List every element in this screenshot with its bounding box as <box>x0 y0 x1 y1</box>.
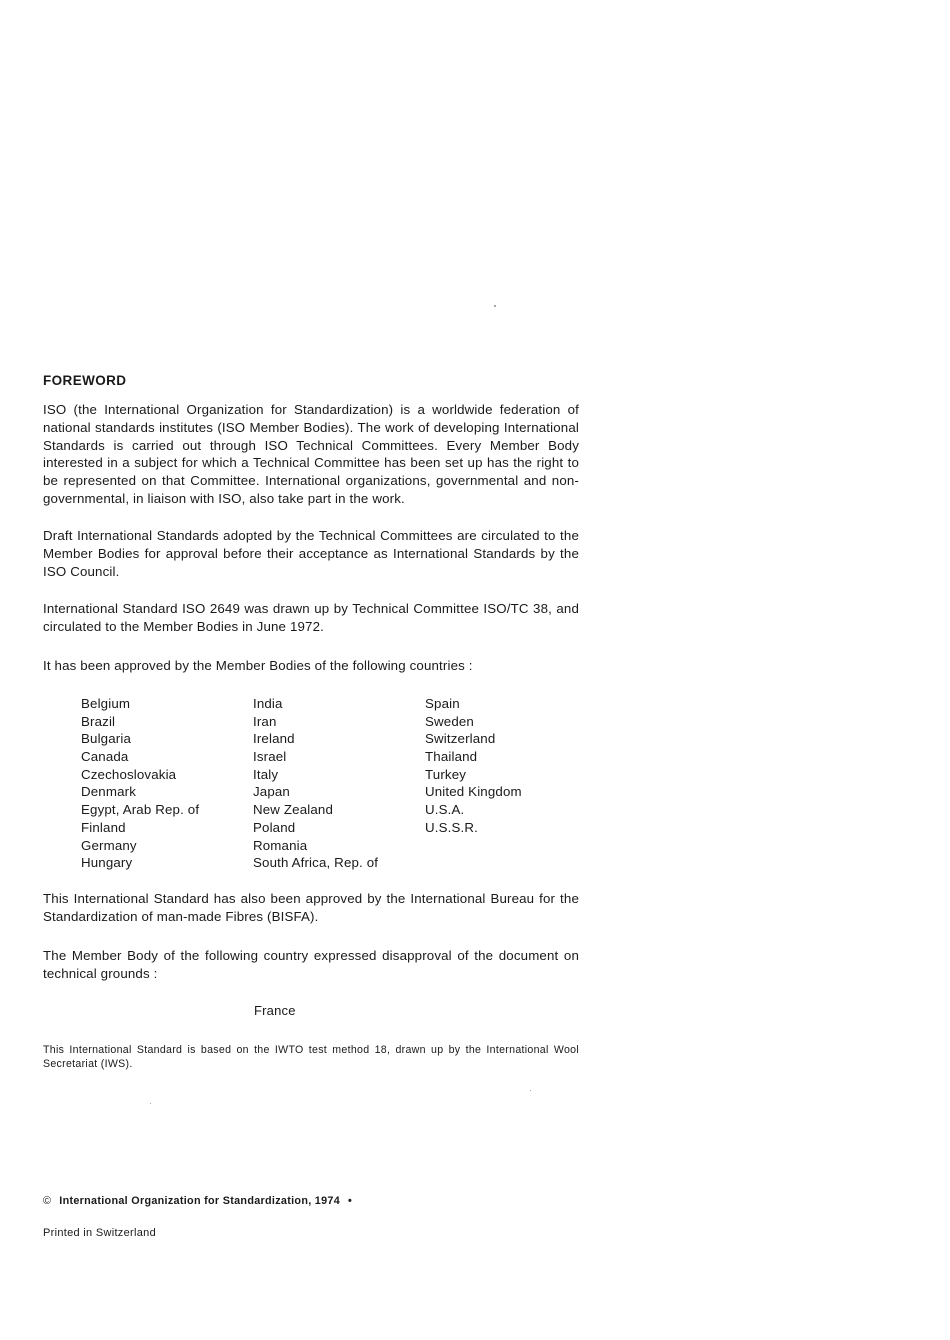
country-item: Poland <box>253 819 296 835</box>
foreword-paragraph-standard: International Standard ISO 2649 was drawn up by Technical Committee ISO/TC 38, and circulated to the Member Bodies in June 1972. <box>43 601 579 634</box>
country-item: Turkey <box>425 766 467 782</box>
country-item: South Africa, Rep. of <box>253 855 379 871</box>
country-item: Czechoslovakia <box>81 766 177 782</box>
countries-column-3 <box>425 695 522 837</box>
copyright-text: International Organization for Standardization, 1974 <box>59 1195 341 1207</box>
country-item: Egypt, Arab Rep. of <box>81 802 200 818</box>
foreword-paragraph-iso: ISO (the International Organization for Standardization) is a worldwide federation of national standards institutes (ISO Member Bodies). The work of developing International Standards is carried out through ISO Technical Committees. Every Member Body interested in a subject for which a Technical Committee has been set up has the right to be represented on that Committee. International organizations, governmental and non-governmental, in liaison with ISO, also take part in the work. <box>43 402 579 506</box>
country-item: U.S.S.R. <box>425 819 478 835</box>
country-item: Denmark <box>81 784 136 800</box>
country-item: Brazil <box>81 713 116 729</box>
country-item: Japan <box>253 784 290 800</box>
country-item: Finland <box>81 819 126 835</box>
country-item: Israel <box>253 749 287 765</box>
country-item: Iran <box>253 713 277 729</box>
country-item: Bulgaria <box>81 731 131 747</box>
scan-speck <box>494 305 496 307</box>
country-item: U.S.A. <box>425 802 465 818</box>
printed-in: Printed in Switzerland <box>43 1227 156 1239</box>
country-item: Sweden <box>425 713 474 729</box>
country-item: Thailand <box>425 749 478 765</box>
country-item: New Zealand <box>253 802 333 818</box>
foreword-paragraph-disapproval: The Member Body of the following country expressed disapproval of the document on technical grounds : <box>43 948 579 981</box>
scan-speck <box>150 1103 151 1104</box>
country-item: Hungary <box>81 855 133 871</box>
country-item: Germany <box>81 837 137 853</box>
foreword-heading: FOREWORD <box>43 373 127 388</box>
scan-speck <box>530 1090 531 1091</box>
country-item: India <box>253 696 283 711</box>
copyright-symbol: © <box>43 1195 52 1207</box>
bullet-mark: • <box>348 1195 353 1207</box>
country-item: Italy <box>253 766 279 782</box>
country-item: Canada <box>81 749 129 765</box>
foreword-paragraph-draft: Draft International Standards adopted by the Technical Committees are circulated to the Member Bodies for approval before their acceptance as International Standards by the ISO Council. <box>43 528 579 579</box>
country-item: Switzerland <box>425 731 496 747</box>
country-item: Belgium <box>81 696 131 711</box>
country-item: United Kingdom <box>425 784 522 800</box>
copyright-line <box>43 1195 352 1207</box>
country-item: Romania <box>253 837 308 853</box>
foreword-paragraph-bisfa: This International Standard has also been approved by the International Bureau for the Standardization of man-made Fibres (BISFA). <box>43 891 579 924</box>
country-item: Spain <box>425 696 460 711</box>
countries-column-1 <box>81 695 199 872</box>
foreword-paragraph-approved: It has been approved by the Member Bodies of the following countries : <box>43 658 473 673</box>
country-item: Ireland <box>253 731 295 747</box>
iwto-note: This International Standard is based on the IWTO test method 18, drawn up by the International Wool Secretariat (IWS). <box>43 1044 579 1070</box>
countries-column-2 <box>253 695 378 872</box>
disapproving-country: France <box>254 1003 296 1018</box>
